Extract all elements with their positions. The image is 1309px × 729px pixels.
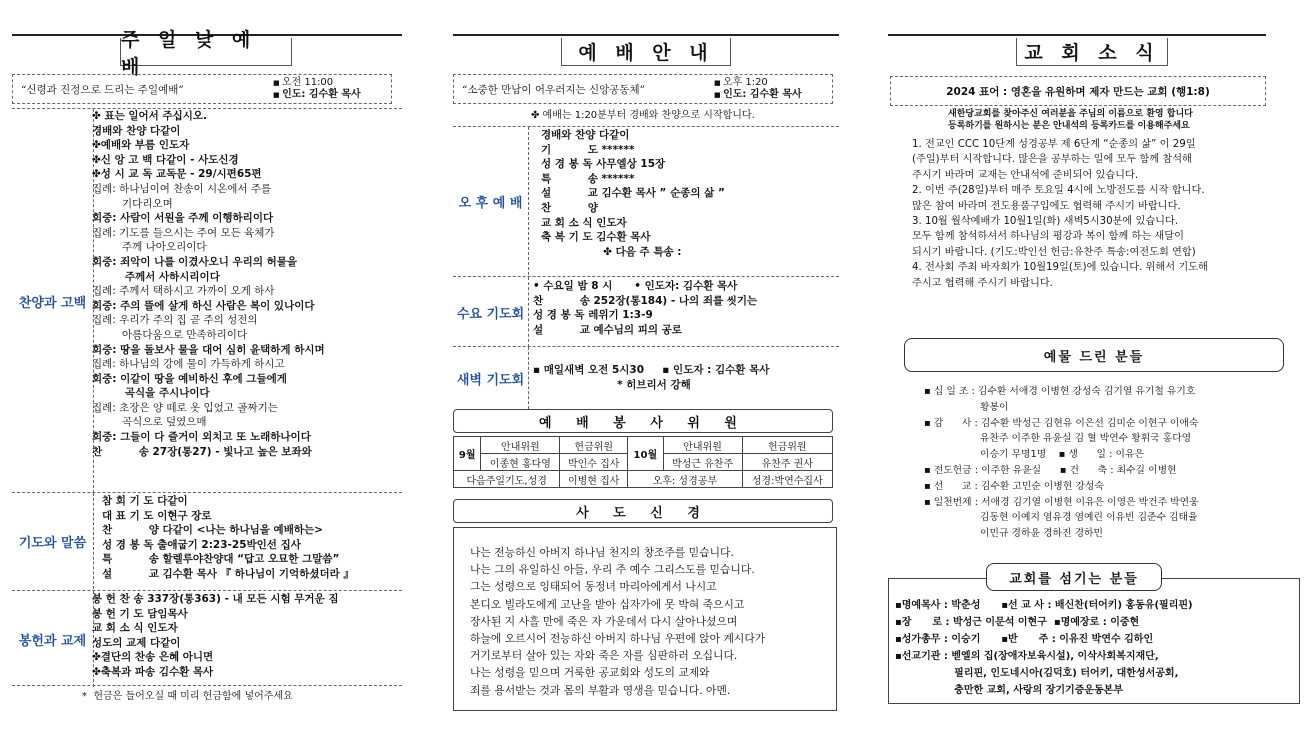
table-header: 안내위원 [481, 437, 560, 454]
offering-line: ▪ 십 일 조 : 김수환 서애경 이병현 강성숙 김기열 유기철 유기호 [924, 386, 1196, 397]
order-line: 특 송 ****** [541, 172, 635, 185]
welcome-line: 등록하기를 원하시는 분은 안내석의 등록카드를 이용해주세요 [948, 121, 1190, 131]
section-praise [12, 108, 402, 492]
header-rule [453, 34, 839, 36]
order-line: 아름다움으로 만족하리이다 [92, 328, 248, 341]
order-line: 곡식으로 덮였으매 [92, 416, 207, 429]
month-cell: 9월 [454, 437, 481, 471]
table-cell: 오후: 성경공부 [628, 471, 742, 488]
order-line: 기다리오며 [92, 197, 173, 210]
order-line: ▪ 매일새벽 오전 5시30 ▪ 인도자 : 김수환 목사 [533, 364, 770, 376]
afternoon-leader: ■ 인도: 김수환 목사 [714, 89, 832, 101]
creed-line: 나는 전능하신 아버지 하나님 천지의 창조주를 믿습니다. [470, 546, 734, 559]
month-cell: 10월 [628, 437, 663, 471]
order-line: * 히브리서 강해 [533, 378, 691, 391]
order-line: 집례: 우리가 주의 집 곧 주의 성전의 [92, 314, 258, 327]
order-line: ✤결단의 찬송 은혜 아니면 [92, 651, 214, 664]
offering-title: 예물 드린 분들 [904, 338, 1284, 372]
order-line: 특 송 할렐루야찬양대 “답고 오묘한 그말씀” [102, 553, 340, 566]
year-motto: 2024 표어 : 영혼을 유원하며 제자 만드는 교회 (행1:8) [946, 85, 1210, 98]
church-news-title: 교 회 소 식 [1016, 38, 1168, 66]
section-label: 기도와 말씀 [12, 493, 94, 589]
section-dawn [453, 346, 839, 408]
order-line: • 수요일 밤 8 시 • 인도자: 김수환 목사 [533, 280, 738, 292]
staff-line: ▪성가총무 : 이승기 ▪반 주 : 이유진 박연수 김하인 [895, 634, 1154, 645]
order-line: 집례: 기도를 들으시는 주여 모든 육체가 [92, 226, 275, 239]
order-line: 기 도 ****** [541, 143, 635, 156]
offering-line: 유찬주 이주한 유윤실 김 혈 박연수 황휘국 홍다영 [924, 433, 1192, 445]
table-cell: 이종현 홍다영 [481, 454, 560, 471]
section-label: 찬양과 고백 [12, 109, 94, 493]
sunday-motto-box [12, 74, 392, 104]
creed-line: 본디오 빌라도에게 고난을 받아 십자가에 못 박혀 죽으시고 [470, 597, 745, 611]
offering-line: 이민규 경하윤 경하진 경하민 [924, 528, 1103, 540]
order-line: 봉 헌 찬 송 337장(통363) - 내 모든 시험 무거운 짐 [92, 593, 339, 605]
offering-list [924, 384, 1199, 542]
order-line: 집례: 하나님이여 찬송이 시온에서 주를 [92, 182, 272, 195]
order-line: 주께서 사하시리이다 [92, 270, 220, 283]
order-line: 성 경 봉 독 사무엘상 15장 [541, 158, 666, 171]
order-line: 교 회 소 식 인도자 [541, 216, 627, 229]
staff-list [895, 597, 1193, 699]
section-lines [541, 128, 725, 259]
order-line: 성 경 봉 독 출애굽기 2:23-25박인선 집사 [102, 538, 301, 551]
news-item: 1. 전교인 CCC 10단계 성경공부 제 6단계 “순종의 삶” 이 29일 [912, 139, 1196, 150]
order-line: 설 교 김수환 목사 ” 순종의 삶 ” [541, 187, 725, 200]
staff-line: 충만한 교회, 사랑의 장기기증운동본부 [895, 685, 1123, 696]
offering-line: ▪ 전도헌금 : 이주한 유윤실 ▪ 건 축 : 최수길 이병현 [924, 464, 1177, 476]
creed-line: 그는 성령으로 잉태되어 동정녀 마리아에게서 나시고 [470, 580, 717, 594]
order-line: ✤ 표는 일어서 주십시오. [92, 110, 208, 122]
order-line: 회중: 그들이 다 즐거이 외치고 또 노래하나이다 [92, 431, 311, 444]
section-word [12, 492, 402, 588]
offering-line: 황봉이 [924, 401, 1009, 413]
creed-title: 사 도 신 경 [453, 499, 833, 523]
sunday-time: ■ 오전 11:00 [273, 77, 391, 89]
creed-text [470, 544, 765, 699]
service-committee-title: 예 배 봉 사 위 원 [453, 409, 833, 433]
staff-line: ▪선교기관 : 벧엘의 집(장애자보육시설), 이삭사회복지재단, [895, 651, 1159, 662]
table-cell: 유찬주 권사 [742, 454, 832, 471]
header-rule [888, 34, 1266, 36]
section-label: 오 후 예 배 [453, 127, 529, 275]
section-label: 수요 기도회 [453, 277, 529, 347]
order-line: 참 회 기 도 다같이 [102, 495, 188, 507]
news-item: 모두 함께 참석하셔서 하나님의 평강과 복이 함께 하는 새달이 [912, 231, 1184, 243]
news-item: 주시기 바라며 교재는 안내석에 준비되어 있습니다. [912, 169, 1139, 181]
offering-line: ▪ 일천번제 : 서애경 김기열 이병현 이유은 이영은 박건주 박연웅 [924, 496, 1199, 508]
table-cell: 박인수 집사 [560, 454, 628, 471]
order-line: 찬 송 27장(통27) - 빛나고 높은 보좌와 [92, 445, 312, 458]
order-line: 대 표 기 도 이현구 장로 [102, 509, 212, 522]
table-cell: 박성근 유찬주 [663, 454, 742, 471]
worship-guide-title: 예 배 안 내 [561, 38, 731, 66]
creed-line: 장사된 지 사흘 만에 죽은 자 가운데서 다시 살아나셨으며 [470, 614, 738, 628]
order-line: 설 교 김수환 목사 『 하나님이 기억하셨더라 』 [102, 567, 354, 580]
news-item: 2. 이번 주(28일)부터 매주 토요일 4시에 노방전도를 시작 합니다. [912, 185, 1205, 197]
order-line: 봉 헌 기 도 담임목사 [92, 607, 188, 620]
afternoon-motto-box [453, 74, 833, 104]
section-lines [533, 279, 757, 337]
order-line: 축 복 기 도 김수환 목사 [541, 231, 651, 244]
table-cell: 이병현 집사 [560, 471, 628, 488]
news-item: 4. 전사회 주최 바자회가 10월19일(토)에 있습니다. 위해서 기도해 [912, 262, 1208, 274]
table-header: 헌금위원 [560, 437, 628, 454]
staff-box [888, 578, 1300, 704]
offering-line: 김동현 이예지 염유경 염예린 이유빈 김준수 김태율 [924, 512, 1198, 524]
order-line: 성 경 봉 독 레위기 1:3-9 [533, 309, 653, 322]
order-line: ✤예배와 부름 인도자 [92, 139, 190, 152]
order-line: 집례: 하나님의 강에 물이 가득하게 하시고 [92, 358, 285, 371]
offering-line: 이승기 무명1명 ▪ 생 일 : 이유은 [924, 449, 1144, 461]
section-wednesday [453, 276, 839, 346]
offering-footer-note: * 헌금은 들어오실 때 미리 헌금함에 넣어주세요 [82, 691, 293, 702]
order-line: 경배와 찬양 다같이 [92, 124, 181, 137]
creed-line: 나는 그의 유일하신 아들, 우리 주 예수 그리스도를 믿습니다. [470, 563, 755, 577]
staff-title: 교회를 섬기는 분들 [986, 563, 1162, 591]
afternoon-time: ■ 오후 1:20 [714, 77, 832, 89]
table-cell: 성경:박연수집사 [742, 471, 832, 488]
table-cell: 다음주일기도,성경 [454, 471, 560, 488]
order-line: 찬 송 252장(통184) - 나의 죄를 씻기는 [533, 294, 758, 307]
section-lines [533, 363, 769, 392]
section-lines [92, 109, 325, 459]
creed-line: 죄를 용서받는 것과 몸의 부활과 영생을 믿습니다. 아멘. [470, 683, 731, 697]
order-line: 회중: 이같이 땅을 예비하신 후에 그들에게 [92, 372, 287, 385]
sunday-service-title: 주 일 낮 예 배 [120, 38, 292, 66]
creed-box [453, 527, 837, 711]
order-line: 찬 양 [541, 201, 598, 214]
order-line: 찬 양 다같이 <나는 하나님을 예배하는> [102, 524, 323, 537]
order-line: 성도의 교제 다같이 [92, 636, 181, 649]
staff-line: ▪장 로 : 박성근 이문석 이현구 ▪명예장로 : 이중현 [895, 617, 1140, 628]
staff-line: ▪명예목사 : 박춘성 ▪선 교 사 : 배신찬(터어키) 홍동유(필리핀) [895, 600, 1193, 611]
offering-line: ▪ 감 사 : 김수환 박성근 김현유 이은선 김미순 이현구 이애숙 [924, 417, 1199, 429]
news-item: 3. 10월 월삭예배가 10월1일(화) 새벽5시30분에 있습니다. [912, 216, 1179, 228]
sunday-motto: “신령과 진정으로 드리는 주일예배” [21, 83, 184, 96]
table-header: 안내위원 [663, 437, 742, 454]
order-line: 회중: 죄악이 나를 이겼사오니 우리의 허물을 [92, 255, 298, 268]
order-line: 회중: 땅을 돌보사 물을 대어 심히 윤택하게 하시며 [92, 343, 325, 356]
afternoon-notice: ✤ 예배는 1:20분부터 경배와 찬양으로 시작합니다. [531, 110, 755, 121]
news-item: 주시고 협력해 주시기 바랍니다. [912, 277, 1053, 289]
order-line: ✤ 다음 주 특송 : [541, 245, 682, 258]
section-offering [12, 590, 402, 686]
order-line: 회중: 사람이 서원을 주께 이행하리이다 [92, 212, 274, 225]
news-list [912, 137, 1208, 291]
order-line: ✤성 시 교 독 교독문 - 29/시편65편 [92, 168, 262, 181]
order-line: ✤신 앙 고 백 다같이 - 사도신경 [92, 153, 239, 166]
year-motto-box [890, 76, 1266, 106]
section-afternoon [453, 126, 839, 274]
news-item: (주일)부터 시작합니다. 많은을 공부하는 일에 모두 함께 참석해 [912, 154, 1192, 166]
order-line: 곡식을 주시나이다 [92, 387, 210, 400]
staff-line: 필리핀, 인도네시아(김덕호) 터어키, 대한성서공회, [895, 668, 1179, 679]
offering-line: ▪ 선 교 : 김수환 고민순 이병현 강성숙 [924, 480, 1104, 492]
order-line: 교 회 소 식 인도자 [92, 622, 178, 635]
table-header: 헌금위원 [742, 437, 832, 454]
section-lines [92, 592, 339, 680]
news-item: 되시기 바랍니다. (기도:박인선 헌금:유찬주 특송:여전도회 연합) [912, 246, 1196, 258]
creed-line: 나는 성령을 믿으며 거룩한 공교회와 성도의 교제와 [470, 666, 710, 680]
section-label: 새벽 기도회 [453, 347, 529, 409]
order-line: 경배와 찬양 다같이 [541, 129, 630, 141]
order-line: 주께 나아오리이다 [92, 241, 207, 254]
afternoon-motto: “소중한 만남이 어우러지는 신앙공동체” [462, 83, 646, 96]
order-line: 설 교 예수님의 피의 공로 [533, 323, 682, 336]
creed-line: 거기로부터 살아 있는 자와 죽은 자를 심판하러 오십니다. [470, 649, 738, 663]
section-lines [102, 494, 354, 582]
news-item: 많은 참여 바라며 전도용품구입에도 협력해 주시기 바랍니다. [912, 200, 1181, 212]
order-line: 집례: 초장은 양 떼로 옷 입었고 골짜기는 [92, 401, 278, 414]
order-line: 집례: 주께서 택하시고 가까이 오게 하사 [92, 285, 275, 298]
service-committee-table [453, 436, 833, 488]
sunday-leader: ■ 인도: 김수환 목사 [273, 89, 391, 101]
welcome-line: 새한당교회를 찾아주신 여러분을 주님의 이름으로 환영 합니다 [948, 109, 1193, 119]
section-label: 봉헌과 교제 [12, 591, 94, 687]
order-line: ✤축복과 파송 김수환 목사 [92, 665, 214, 678]
order-line: 회중: 주의 뜰에 살게 하신 사람은 복이 있나이다 [92, 299, 315, 312]
creed-line: 하늘에 오르시어 전능하신 아버지 하나님 우편에 앉아 계시다가 [470, 632, 766, 646]
